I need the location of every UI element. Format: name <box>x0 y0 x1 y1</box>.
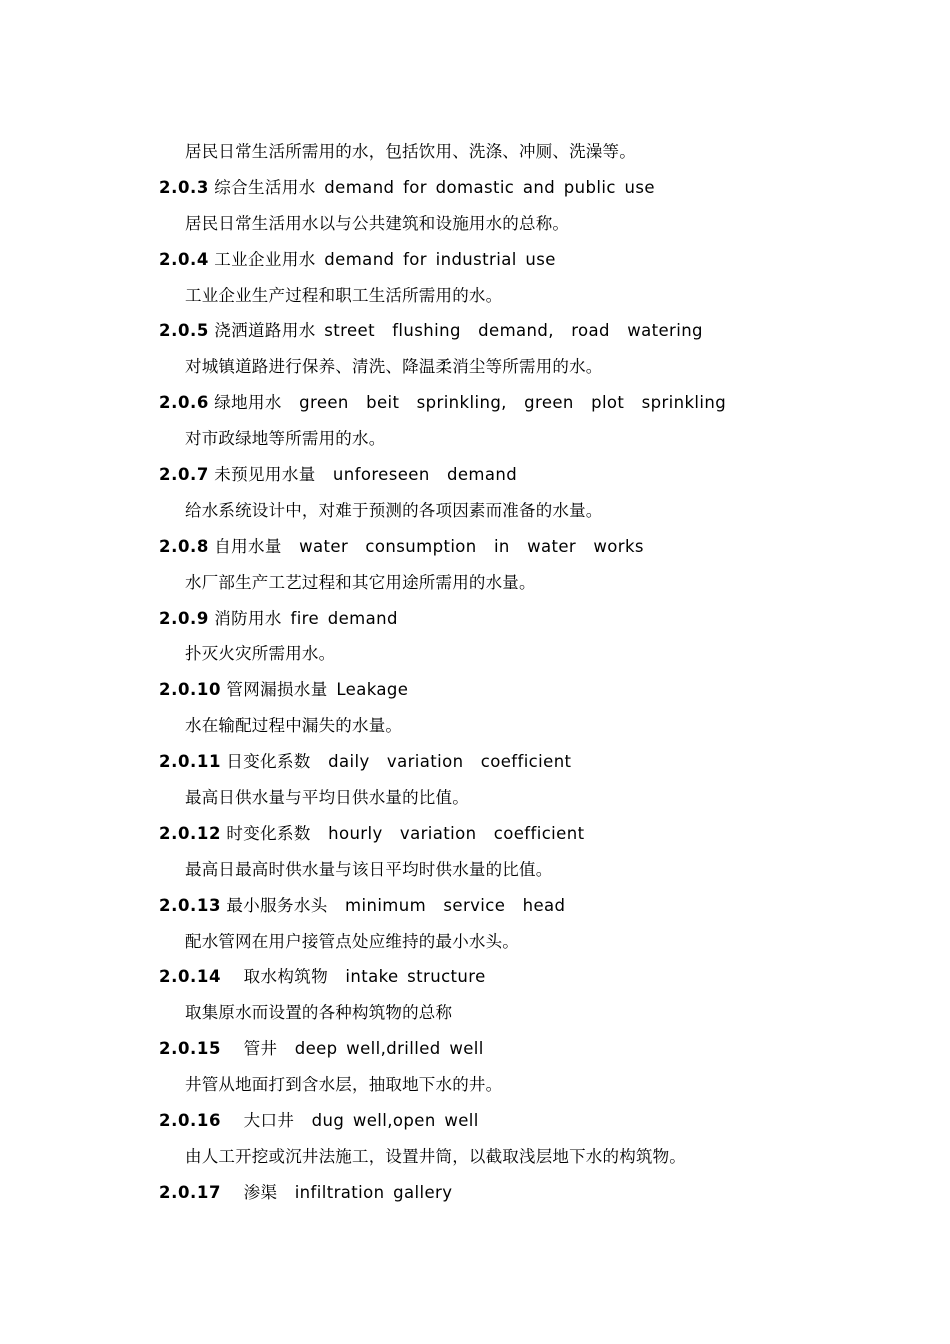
definition-text <box>159 924 859 960</box>
term-title: 工业企业用水 demand for industrial use <box>214 249 556 269</box>
section-number: 2.0.8 <box>159 536 209 556</box>
term-definition: 配水管网在用户接管点处应维持的最小水头。 <box>185 931 519 951</box>
definition-text <box>159 493 859 529</box>
term-entry <box>159 816 859 852</box>
term-entry <box>159 385 859 421</box>
section-number: 2.0.15 <box>159 1039 222 1059</box>
section-number: 2.0.14 <box>159 967 222 987</box>
definition-text <box>159 134 859 170</box>
section-number: 2.0.12 <box>159 823 222 843</box>
term-title: 时变化系数 hourly variation coefficient <box>226 823 585 843</box>
definition-text <box>159 1139 859 1175</box>
term-entry <box>159 242 859 278</box>
term-title: 浇洒道路用水 street flushing demand, road watering <box>214 321 703 341</box>
term-entry <box>159 601 859 637</box>
term-definition: 对市政绿地等所需用的水。 <box>185 429 386 449</box>
definition-text <box>159 708 859 744</box>
term-entry <box>159 170 859 206</box>
term-entry <box>159 1175 859 1211</box>
section-number: 2.0.4 <box>159 249 209 269</box>
term-definition: 井管从地面打到含水层，抽取地下水的井。 <box>185 1075 503 1095</box>
section-number: 2.0.9 <box>159 608 209 628</box>
term-title: 综合生活用水 demand for domastic and public use <box>214 177 655 197</box>
term-entry <box>159 744 859 780</box>
term-title: 渗渠 infiltration gallery <box>226 1182 453 1202</box>
definition-text <box>159 995 859 1031</box>
term-definition: 最高日供水量与平均日供水量的比值。 <box>185 788 469 808</box>
section-number: 2.0.5 <box>159 321 209 341</box>
term-entry <box>159 457 859 493</box>
term-title: 取水构筑物 intake structure <box>226 967 486 987</box>
section-number: 2.0.16 <box>159 1111 222 1131</box>
section-number: 2.0.10 <box>159 680 222 700</box>
definition-text <box>159 349 859 385</box>
definition-text <box>159 852 859 888</box>
section-number: 2.0.3 <box>159 177 209 197</box>
definition-text <box>159 780 859 816</box>
term-definition: 工业企业生产过程和职工生活所需用的水。 <box>185 285 503 305</box>
document-body <box>159 134 859 1211</box>
term-entry <box>159 672 859 708</box>
term-entry <box>159 1031 859 1067</box>
term-entry <box>159 529 859 565</box>
term-definition: 对城镇道路进行保养、清洗、降温柔消尘等所需用的水。 <box>185 357 603 377</box>
definition-text <box>159 1067 859 1103</box>
term-title: 绿地用水 green beit sprinkling, green plot sprinkling <box>214 393 727 413</box>
section-number: 2.0.11 <box>159 752 222 772</box>
definition-text <box>159 278 859 314</box>
term-definition: 扑灭火灾所需用水。 <box>185 644 336 664</box>
term-definition: 水在输配过程中漏失的水量。 <box>185 716 403 736</box>
term-entry <box>159 1103 859 1139</box>
term-title: 自用水量 water consumption in water works <box>214 536 644 556</box>
section-number: 2.0.17 <box>159 1182 222 1202</box>
term-definition: 给水系统设计中，对难于预测的各项因素而准备的水量。 <box>185 500 603 520</box>
term-definition: 水厂部生产工艺过程和其它用途所需用的水量。 <box>185 572 536 592</box>
term-title: 消防用水 fire demand <box>214 608 398 628</box>
section-number: 2.0.6 <box>159 393 209 413</box>
term-title: 未预见用水量 unforeseen demand <box>214 465 518 485</box>
term-definition: 居民日常生活用水以与公共建筑和设施用水的总称。 <box>185 213 570 233</box>
term-title: 管井 deep well,drilled well <box>226 1039 484 1059</box>
term-entry <box>159 959 859 995</box>
term-entry <box>159 888 859 924</box>
term-title: 管网漏损水量 Leakage <box>226 680 409 700</box>
definition-text <box>159 421 859 457</box>
term-title: 日变化系数 daily variation coefficient <box>226 752 572 772</box>
term-definition: 由人工开挖或沉井法施工，设置井筒，以截取浅层地下水的构筑物。 <box>185 1146 686 1166</box>
section-number: 2.0.7 <box>159 465 209 485</box>
term-entry <box>159 313 859 349</box>
intro-definition: 居民日常生活所需用的水，包括饮用、洗涤、冲厕、洗澡等。 <box>185 142 636 161</box>
term-definition: 取集原水而设置的各种构筑物的总称 <box>185 1003 453 1023</box>
term-title: 最小服务水头 minimum service head <box>226 895 566 915</box>
term-title: 大口井 dug well,open well <box>226 1111 479 1131</box>
term-definition: 最高日最高时供水量与该日平均时供水量的比值。 <box>185 859 553 879</box>
section-number: 2.0.13 <box>159 895 222 915</box>
definition-text <box>159 206 859 242</box>
definition-text <box>159 636 859 672</box>
definition-text <box>159 565 859 601</box>
